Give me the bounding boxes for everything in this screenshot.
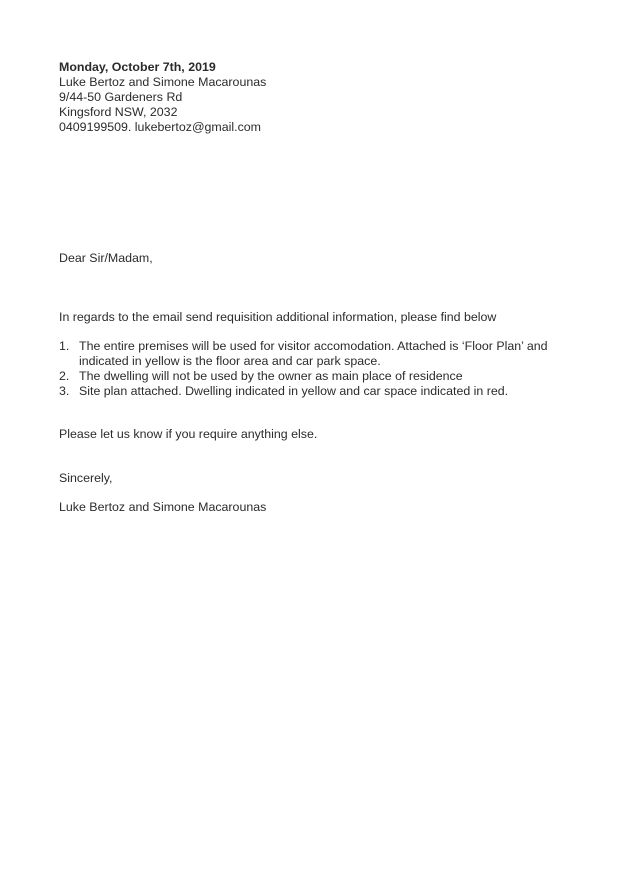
signoff: Sincerely,: [59, 471, 113, 485]
list-item-number: 1.: [59, 339, 70, 353]
list-item-number: 3.: [59, 384, 70, 398]
letter-header: [59, 60, 579, 135]
list-item: [59, 384, 574, 399]
list-item-text: The entire premises will be used for visitor accomodation. Attached is ‘Floor Plan’ and indicated in yellow is the floor area and car park space.: [79, 339, 548, 368]
list-item: [59, 339, 574, 369]
list-item-text: Site plan attached. Dwelling indicated in yellow and car space indicated in red.: [79, 384, 509, 398]
intro-paragraph: In regards to the email send requisition additional information, please find below: [59, 310, 497, 324]
closing-note: Please let us know if you require anything else.: [59, 427, 318, 441]
numbered-list: [59, 339, 574, 399]
signature-names: Luke Bertoz and Simone Macarounas: [59, 500, 267, 514]
list-item-number: 2.: [59, 369, 70, 383]
letter-date: Monday, October 7th, 2019: [59, 60, 216, 74]
salutation: Dear Sir/Madam,: [59, 251, 153, 265]
list-item-text: The dwelling will not be used by the owner as main place of residence: [79, 369, 463, 383]
address-line-2: Kingsford NSW, 2032: [59, 105, 178, 119]
sender-names: Luke Bertoz and Simone Macarounas: [59, 75, 267, 89]
list-item: [59, 369, 574, 384]
address-line-1: 9/44-50 Gardeners Rd: [59, 90, 183, 104]
contact-line: 0409199509. lukebertoz@gmail.com: [59, 120, 262, 134]
